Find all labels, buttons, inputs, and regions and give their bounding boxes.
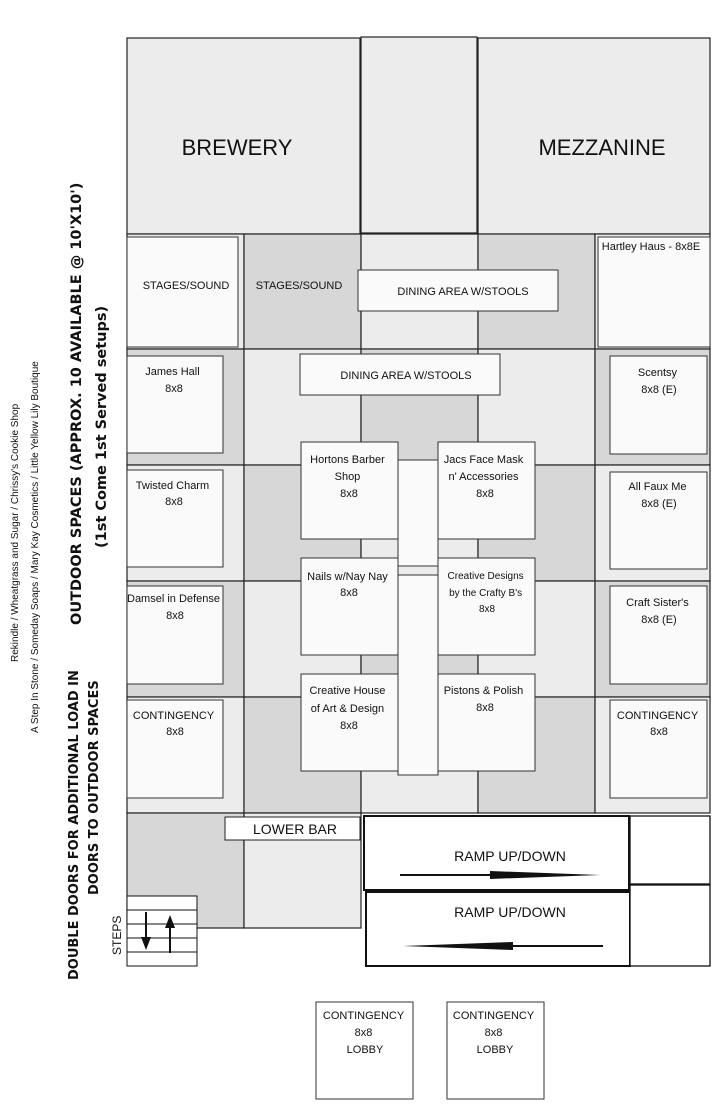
outdoor-doors-note: DOORS TO OUTDOOR SPACES [87,680,102,895]
booth-contingency-right: CONTINGENCY 8x8 [616,710,699,738]
vendor-list-line-2: A Step In Stone / Someday Soaps / Mary Kay Cosmetics / Little Yellow Lily Boutique [30,361,41,733]
booth-craft-sister: Craft Sister's 8x8 (E) [626,597,689,626]
booth-scentsy: Scentsy 8x8 (E) [637,367,678,396]
room-mezzanine: MEZZANINE [538,135,666,160]
booth-contingency-left: CONTINGENCY 8x8 [132,710,215,738]
lower-bar-label: LOWER BAR [252,821,338,837]
vendor-list-line-1: Rekindle / Wheatgrass and Sugar / Chrissy's Cookie Shop [10,403,21,662]
booth-james-hall: James Hall 8x8 [145,366,200,395]
booth-hortons: Hortons Barber Shop 8x8 [310,454,385,500]
lobby-label-1: CONTINGENCY 8x8 LOBBY [322,1010,405,1056]
room-brewery: BREWERY [181,135,293,160]
booth-creative-designs: Creative Designs by the Crafty B's 8x8 [447,571,524,615]
outdoor-setup-note: (1st Come 1st Served setups) [94,305,110,548]
booth-all-faux-me: All Faux Me 8x8 (E) [628,481,687,510]
booth-stages-mid: STAGES/SOUND [255,280,343,292]
booth-nails: Nails w/Nay Nay 8x8 [307,571,388,599]
booth-creative-house: Creative House of Art & Design 8x8 [309,685,386,732]
steps-label: STEPS [110,915,124,955]
steps-box [127,896,197,966]
booth-pistons: Pistons & Polish 8x8 [443,685,524,714]
ramp-label-1: RAMP UP/DOWN [454,848,566,864]
booth-hartley: Hartley Haus - 8x8E [601,241,701,253]
double-doors-note: DOUBLE DOORS FOR ADDITIONAL LOAD IN [67,670,82,980]
ramp-label-2: RAMP UP/DOWN [454,904,566,920]
ramp-area [364,816,710,966]
booth-damsel: Damsel in Defense 8x8 [127,593,220,622]
booth-twisted-charm: Twisted Charm 8x8 [135,480,210,508]
lobby-label-2: CONTINGENCY 8x8 LOBBY [452,1010,535,1056]
outdoor-spaces-note: OUTDOOR SPACES (APPROX. 10 AVAILABLE @ 10'X10') [69,182,85,625]
booth-stages-left: STAGES/SOUND [142,280,230,292]
booth-dining-1: DINING AREA W/STOOLS [397,286,529,298]
booth-jacs: Jacs Face Mask n' Accessories 8x8 [443,454,524,500]
booth-dining-2: DINING AREA W/STOOLS [340,370,472,382]
